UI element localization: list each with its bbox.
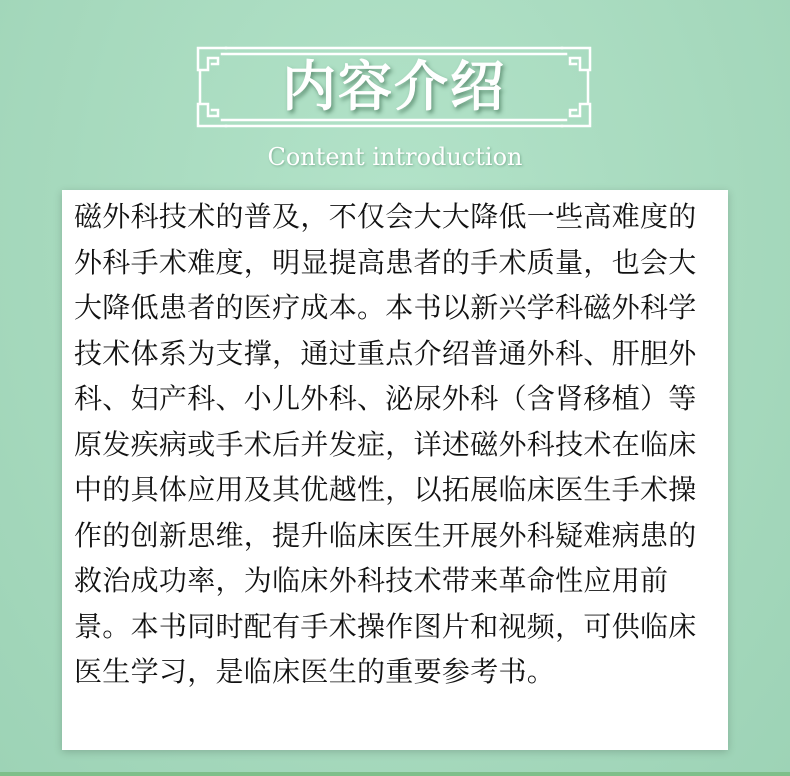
bottom-strip: [0, 772, 790, 776]
content-paragraph: 磁外科技术的普及，不仅会大大降低一些高难度的外科手术难度，明显提高患者的手术质量，也会大大降低患者的医疗成本。本书以新兴学科磁外科学技术体系为支撑，通过重点介绍普通外科、肝胆外科、妇产科、小儿外科、泌尿外科（含肾移植）等原发疾病或手术后并发症，详述磁外科技术在临床中的具体应用及其优越性，以拓展临床医生手术操作的创新思维，提升临床医生开展外科疑难病患的救治成功率，为临床外科技术带来革命性应用前景。本书同时配有手术操作图片和视频，可供临床医生学习，是临床医生的重要参考书。: [74, 200, 697, 688]
section-title: 内容介绍: [282, 55, 506, 118]
content-card: [62, 190, 728, 750]
title-frame: [192, 42, 596, 132]
section-subtitle: Content introduction: [267, 143, 523, 171]
